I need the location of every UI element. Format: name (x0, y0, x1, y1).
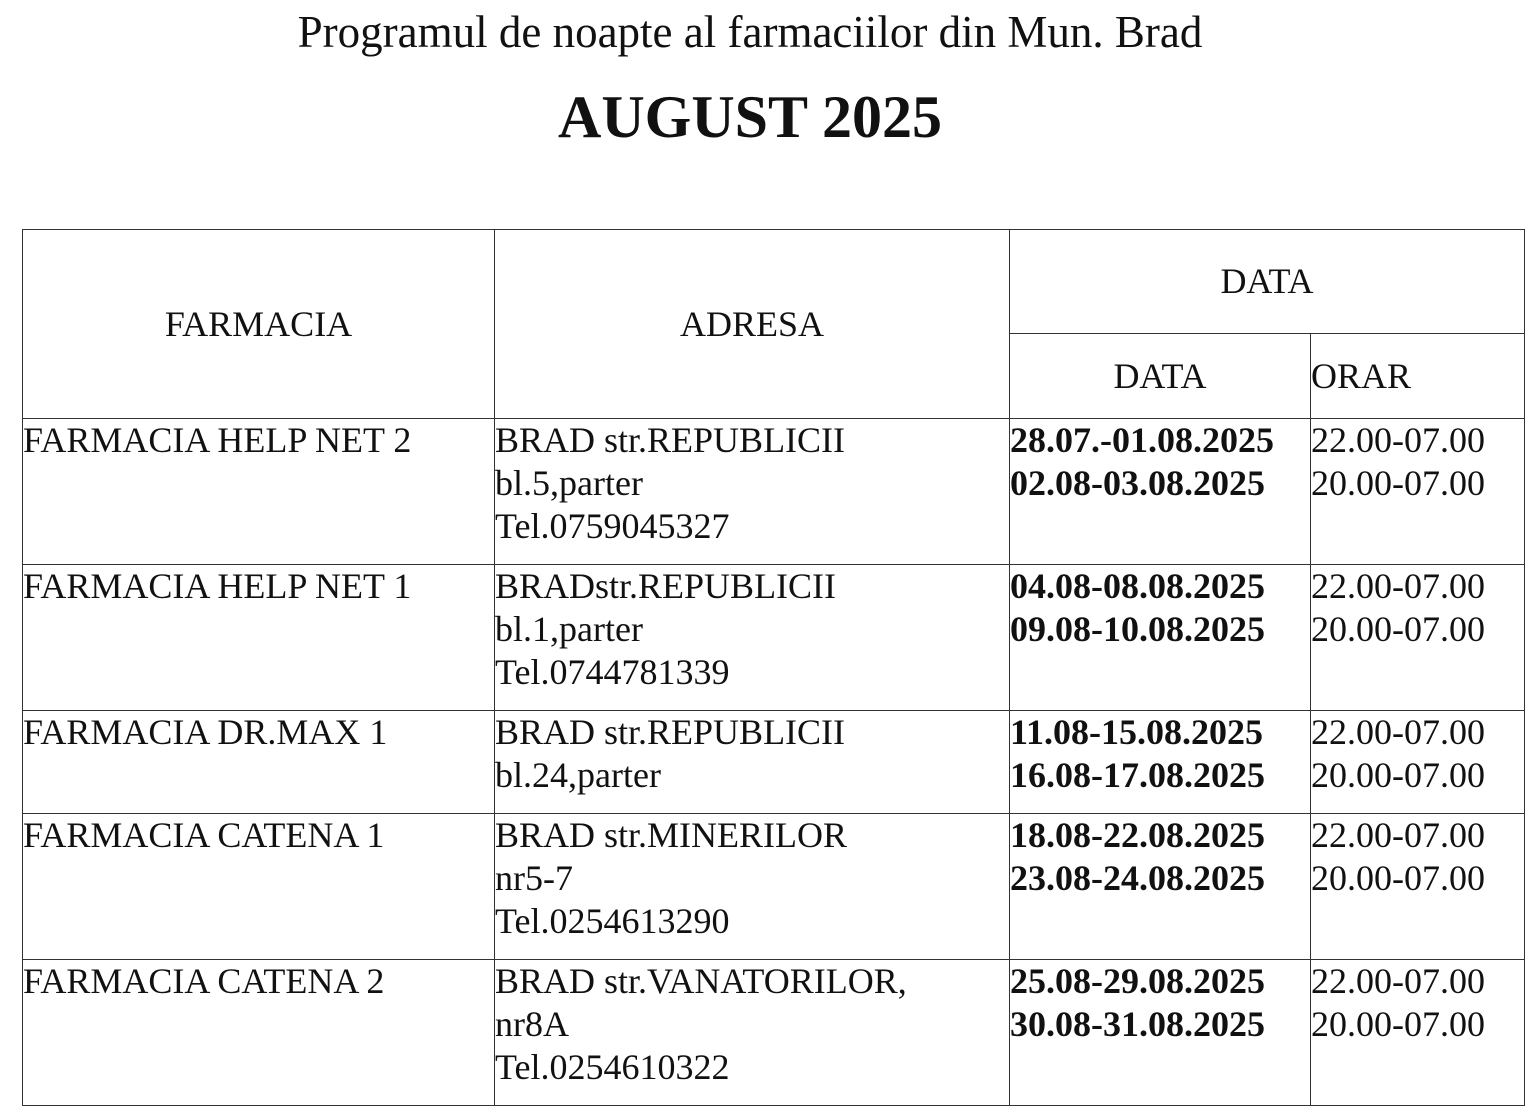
address-cell-line: BRADstr.REPUBLICII (495, 566, 837, 606)
address-cell-line: bl.5,parter (495, 463, 643, 503)
hours-cell-line: 22.00-07.00 (1311, 712, 1485, 752)
date-cell-line: 30.08-31.08.2025 (1010, 1004, 1265, 1044)
address-cell-line: Tel.0744781339 (495, 652, 730, 692)
pharmacy-name-cell-text: FARMACIA HELP NET 1 (23, 566, 412, 606)
address-cell (495, 565, 1010, 711)
table-row (23, 419, 1525, 565)
date-cell (1010, 814, 1311, 960)
address-cell-line: BRAD str.VANATORILOR, (495, 961, 907, 1001)
hours-cell (1311, 711, 1525, 814)
hours-cell-line: 22.00-07.00 (1311, 961, 1485, 1001)
schedule-table (22, 229, 1525, 1106)
address-cell-line: Tel.0759045327 (495, 506, 730, 546)
hours-cell-line: 20.00-07.00 (1311, 755, 1485, 795)
address-cell-line: BRAD str.REPUBLICII (495, 712, 846, 752)
date-cell-line: 11.08-15.08.2025 (1010, 712, 1264, 752)
hours-cell-line: 20.00-07.00 (1311, 463, 1485, 503)
hours-cell-line: 20.00-07.00 (1311, 609, 1485, 649)
hours-cell-line: 22.00-07.00 (1311, 420, 1485, 460)
hours-cell (1311, 565, 1525, 711)
pharmacy-name-cell-text: FARMACIA CATENA 2 (23, 961, 385, 1001)
date-cell-line: 25.08-29.08.2025 (1010, 961, 1265, 1001)
date-cell-line: 23.08-24.08.2025 (1010, 858, 1265, 898)
address-cell-line: Tel.0254613290 (495, 901, 730, 941)
date-cell (1010, 711, 1311, 814)
header-row-top (23, 230, 1525, 334)
hours-cell-line: 22.00-07.00 (1311, 815, 1485, 855)
address-cell (495, 419, 1010, 565)
address-cell (495, 960, 1010, 1106)
hours-cell (1311, 814, 1525, 960)
pharmacy-name-cell (23, 711, 495, 814)
date-cell-line: 16.08-17.08.2025 (1010, 755, 1265, 795)
table-body (23, 419, 1525, 1106)
pharmacy-name-cell (23, 960, 495, 1106)
header-adresa: ADRESA (495, 230, 1010, 419)
hours-cell (1311, 419, 1525, 565)
address-cell-line: BRAD str.MINERILOR (495, 815, 848, 855)
date-cell (1010, 419, 1311, 565)
date-cell-line: 02.08-03.08.2025 (1010, 463, 1265, 503)
address-cell (495, 814, 1010, 960)
date-cell (1010, 960, 1311, 1106)
pharmacy-name-cell (23, 565, 495, 711)
pharmacy-name-cell-text: FARMACIA DR.MAX 1 (23, 712, 388, 752)
table-row (23, 565, 1525, 711)
hours-cell-line: 20.00-07.00 (1311, 1004, 1485, 1044)
hours-cell (1311, 960, 1525, 1106)
pharmacy-name-cell (23, 419, 495, 565)
header-orar: ORAR (1311, 334, 1525, 419)
header-data-group: DATA (1010, 230, 1525, 334)
page-title: Programul de noapte al farmaciilor din Mun. Brad (297, 7, 1203, 57)
table-row (23, 814, 1525, 960)
pharmacy-name-cell (23, 814, 495, 960)
date-cell-line: 28.07.-01.08.2025 (1010, 420, 1274, 460)
page-subtitle: AUGUST 2025 (558, 84, 942, 150)
address-cell-line: bl.1,parter (495, 609, 643, 649)
date-cell (1010, 565, 1311, 711)
pharmacy-name-cell-text: FARMACIA CATENA 1 (23, 815, 385, 855)
table-row (23, 960, 1525, 1106)
address-cell-line: nr5-7 (495, 858, 573, 898)
address-cell-line: Tel.0254610322 (495, 1047, 730, 1087)
hours-cell-line: 20.00-07.00 (1311, 858, 1485, 898)
header-data: DATA (1010, 334, 1311, 419)
date-cell-line: 04.08-08.08.2025 (1010, 566, 1265, 606)
address-cell-line: BRAD str.REPUBLICII (495, 420, 846, 460)
date-cell-line: 18.08-22.08.2025 (1010, 815, 1265, 855)
header-farmacia: FARMACIA (23, 230, 495, 419)
address-cell (495, 711, 1010, 814)
pharmacy-name-cell-text: FARMACIA HELP NET 2 (23, 420, 412, 460)
date-cell-line: 09.08-10.08.2025 (1010, 609, 1265, 649)
address-cell-line: nr8A (495, 1004, 569, 1044)
address-cell-line: bl.24,parter (495, 755, 661, 795)
table-row (23, 711, 1525, 814)
hours-cell-line: 22.00-07.00 (1311, 566, 1485, 606)
